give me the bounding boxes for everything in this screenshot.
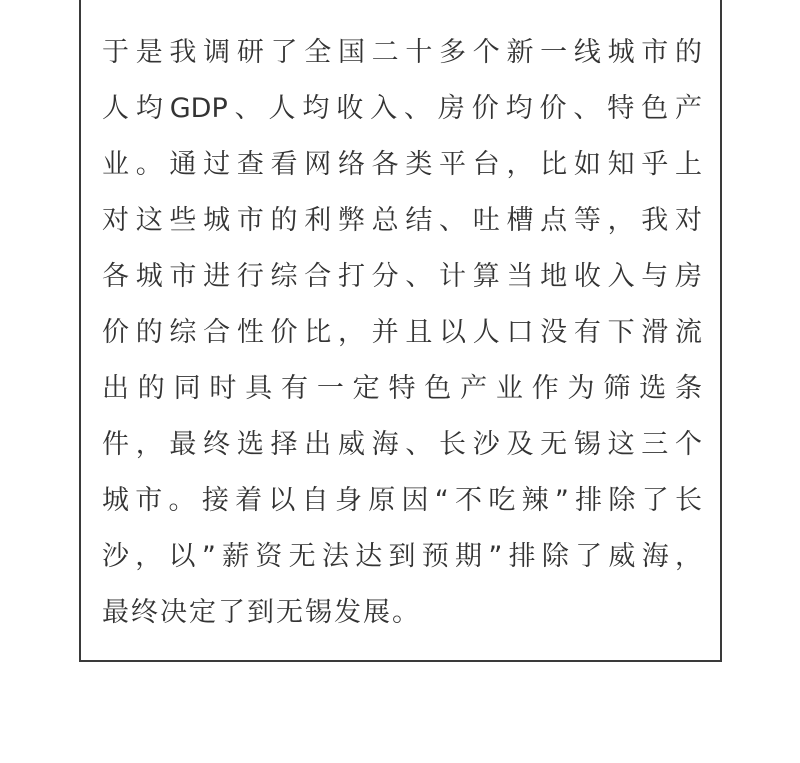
paragraph-line: 沙，以”薪资无法达到预期”排除了威海， [102, 541, 702, 572]
paragraph-line: 件，最终选择出威海、长沙及无锡这三个 [102, 429, 702, 460]
paragraph-line: 人均GDP、人均收入、房价均价、特色产 [102, 93, 702, 124]
paragraph-line: 价的综合性价比，并且以人口没有下滑流 [102, 317, 702, 348]
paragraph-line: 于是我调研了全国二十多个新一线城市的 [102, 37, 702, 68]
paragraph-line-last: 最终决定了到无锡发展。 [102, 597, 421, 628]
paragraph-line: 城市。接着以自身原因“不吃辣”排除了长 [102, 485, 702, 516]
paragraph-line: 各城市进行综合打分、计算当地收入与房 [102, 261, 702, 292]
paragraph-line: 对这些城市的利弊总结、吐槽点等，我对 [102, 205, 702, 236]
text-frame [79, 0, 722, 662]
paragraph-line: 出的同时具有一定特色产业作为筛选条 [102, 373, 702, 404]
paragraph-line: 业。通过查看网络各类平台，比如知乎上 [102, 149, 702, 180]
article-body [102, 25, 702, 641]
